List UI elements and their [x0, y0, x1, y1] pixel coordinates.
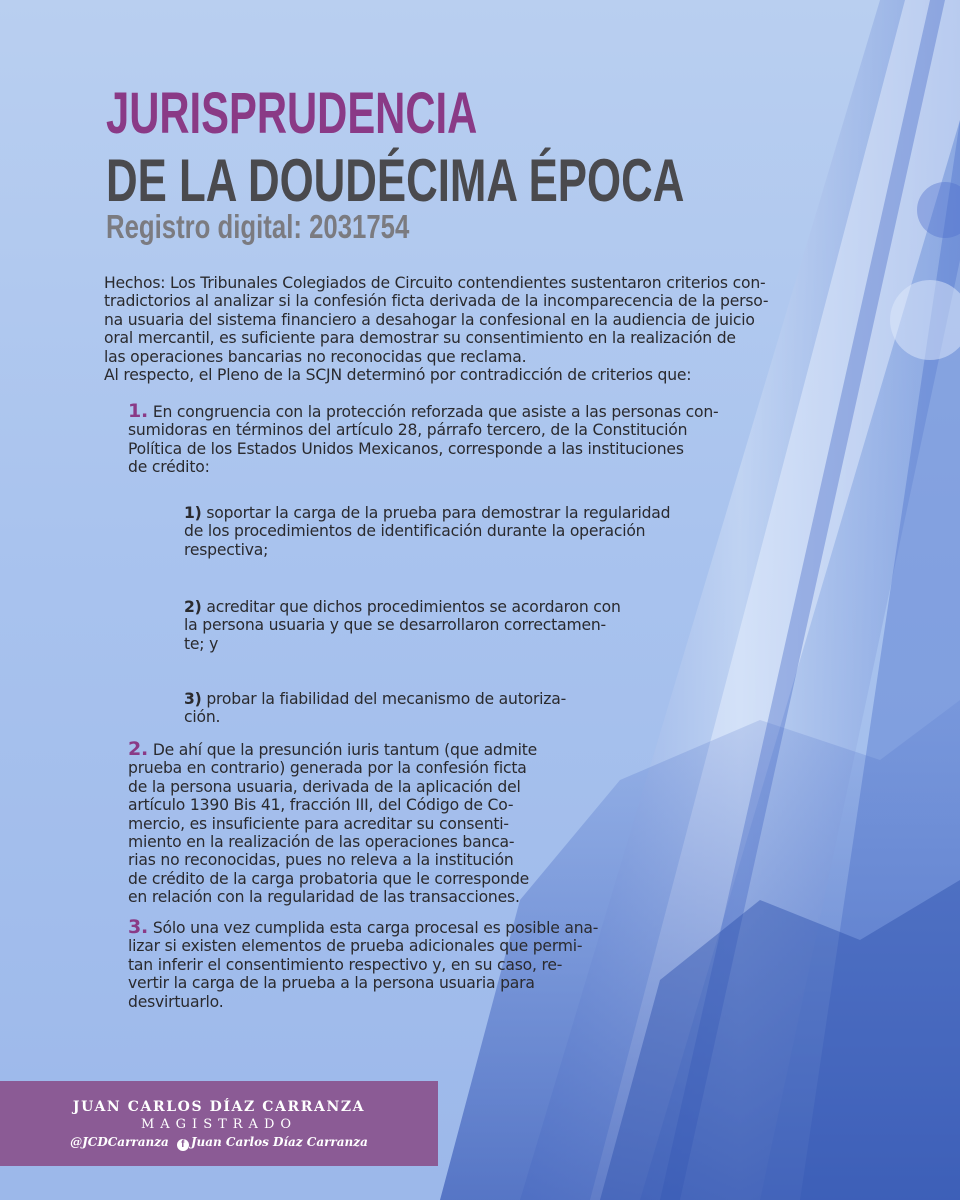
sub-item-number: 2): [184, 598, 202, 616]
text-line: na usuaria del sistema financiero a desahogar la confesional en la audiencia de juicio: [104, 310, 755, 329]
text-line: Hechos: Los Tribunales Colegiados de Circuito contendientes sustentaron criterios con-: [104, 274, 766, 292]
twitter-handle[interactable]: @JCDCarranza: [70, 1135, 169, 1149]
sub-item-number: 3): [184, 690, 202, 708]
text-line: vertir la carga de la prueba a la persona usuaria para: [128, 974, 535, 993]
text-line: acreditar que dichos procedimientos se acordaron con: [206, 598, 621, 616]
text-line: oral mercantil, es suficiente para demostrar su consentimiento en la realización de: [104, 329, 736, 348]
registro-digital: Registro digital: 2031754: [106, 208, 410, 245]
title-epoca: DE LA DOUDÉCIMA ÉPOCA: [106, 147, 685, 214]
text-line: desvirtuarlo.: [128, 992, 224, 1011]
social-handles: [0, 1135, 438, 1151]
text-line: te; y: [184, 634, 219, 653]
facebook-icon: f: [177, 1139, 189, 1151]
list-item-2: [128, 740, 537, 907]
author-role: MAGISTRADO: [140, 1117, 298, 1132]
text-line: tradictorios al analizar si la confesión ficta derivada de la incomparecencia de la perso-: [104, 292, 769, 311]
author-name: JUAN CARLOS DÍAZ CARRANZA: [72, 1099, 366, 1115]
sub-item-number: 1): [184, 504, 202, 522]
author-footer: [0, 1081, 438, 1166]
item-number: 1.: [128, 400, 149, 422]
text-line: Política de los Estados Unidos Mexicanos, corresponde a las instituciones: [128, 439, 684, 458]
item-number: 2.: [128, 738, 149, 760]
text-line: sumidoras en términos del artículo 28, párrafo tercero, de la Constitución: [128, 421, 688, 440]
text-line: prueba en contrario) generada por la confesión ficta: [128, 759, 527, 778]
text-line: de crédito:: [128, 458, 210, 477]
sub-item-3: [184, 690, 566, 727]
list-item-1: [128, 402, 718, 477]
text-line: En congruencia con la protección reforzada que asiste a las personas con-: [152, 403, 719, 421]
text-line: ción.: [184, 708, 221, 727]
text-line: en relación con la regularidad de las transacciones.: [128, 888, 520, 907]
text-line: de los procedimientos de identificación durante la operación: [184, 522, 646, 541]
title-jurisprudencia: JURISPRUDENCIA: [106, 81, 478, 146]
text-line: probar la fiabilidad del mecanismo de autoriza-: [206, 690, 567, 708]
item-number: 3.: [128, 916, 149, 938]
facebook-handle[interactable]: Juan Carlos Díaz Carranza: [190, 1135, 368, 1149]
text-line: artículo 1390 Bis 41, fracción III, del Código de Co-: [128, 796, 514, 815]
text-line: tan inferir el consentimiento respectivo y, en su caso, re-: [128, 955, 563, 974]
text-line: Sólo una vez cumplida esta carga procesal es posible ana-: [152, 919, 599, 937]
text-line: las operaciones bancarias no reconocidas que reclama.: [104, 347, 527, 366]
text-line: de crédito de la carga probatoria que le corresponde: [128, 869, 530, 888]
text-line: respectiva;: [184, 540, 269, 559]
text-line: la persona usuaria y que se desarrollaron correctamen-: [184, 616, 606, 635]
text-line: soportar la carga de la prueba para demostrar la regularidad: [206, 504, 671, 522]
hechos-paragraph: [104, 274, 768, 384]
text-line: Al respecto, el Pleno de la SCJN determinó por contradicción de criterios que:: [104, 366, 692, 385]
list-item-3: [128, 918, 598, 1011]
text-line: miento en la realización de las operaciones banca-: [128, 833, 515, 852]
text-line: De ahí que la presunción iuris tantum (que admite: [152, 741, 538, 759]
text-line: rias no reconocidas, pues no releva a la institución: [128, 851, 514, 870]
sub-item-2: [184, 598, 621, 653]
sub-item-1: [184, 504, 670, 559]
text-line: lizar si existen elementos de prueba adicionales que permi-: [128, 937, 583, 956]
text-line: mercio, es insuficiente para acreditar su consenti-: [128, 814, 509, 833]
text-line: de la persona usuaria, derivada de la aplicación del: [128, 777, 521, 796]
